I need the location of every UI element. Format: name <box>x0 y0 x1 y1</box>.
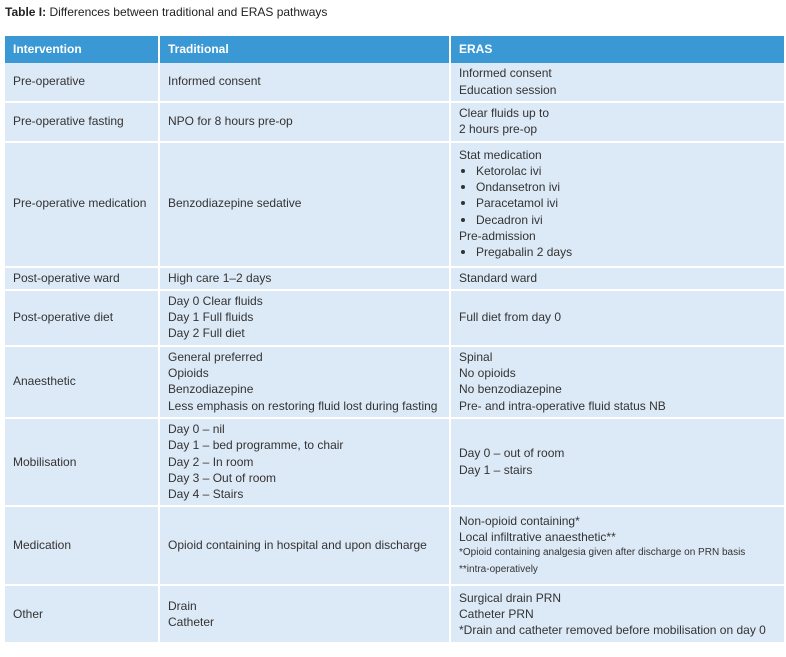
eras-footnote: *Opioid containing analgesia given after discharge on PRN basis <box>459 547 746 559</box>
traditional-line: High care 1–2 days <box>168 270 272 285</box>
traditional-line: Day 0 – nil <box>168 421 225 436</box>
traditional-line: Benzodiazepine sedative <box>168 196 302 211</box>
eras-line: Non-opioid containing* <box>459 513 580 528</box>
cell-eras <box>450 418 784 506</box>
header-traditional: Traditional <box>159 36 450 63</box>
eras-line: Pre- and intra-operative fluid status NB <box>459 398 666 413</box>
cell-eras <box>450 63 784 102</box>
traditional-line: Opioids <box>168 366 209 381</box>
cell-traditional <box>159 63 450 102</box>
cell-eras <box>450 585 784 642</box>
cell-intervention: Pre-operative <box>5 63 159 102</box>
eras-line: Local infiltrative anaesthetic** <box>459 529 616 544</box>
cell-eras <box>450 102 784 142</box>
traditional-line: Informed consent <box>168 74 261 89</box>
traditional-line: NPO for 8 hours pre-op <box>168 114 293 129</box>
cell-eras <box>450 346 784 418</box>
cell-traditional <box>159 102 450 142</box>
table-caption <box>5 5 327 20</box>
cell-intervention: Pre-operative medication <box>5 142 159 267</box>
eras-line: Stat medication <box>459 147 542 162</box>
traditional-line: Benzodiazepine <box>168 382 254 397</box>
cell-eras <box>450 290 784 346</box>
eras-line: Informed consent <box>459 66 552 81</box>
header-eras: ERAS <box>450 36 784 63</box>
eras-line: Day 1 – stairs <box>459 462 533 477</box>
table-row <box>5 585 784 642</box>
traditional-line: Day 2 – In room <box>168 454 254 469</box>
eras-line: Surgical drain PRN <box>459 590 562 605</box>
eras-line: No opioids <box>459 366 516 381</box>
table-row <box>5 142 784 267</box>
traditional-line: Day 4 – Stairs <box>168 487 244 502</box>
eras-bullet-item: Decadron ivi <box>459 212 776 228</box>
traditional-line: Drain <box>168 598 197 613</box>
cell-traditional <box>159 290 450 346</box>
traditional-line: Opioid containing in hospital and upon discharge <box>168 538 427 553</box>
eras-line: Day 0 – out of room <box>459 446 565 461</box>
eras-line: Full diet from day 0 <box>459 310 562 325</box>
traditional-line: General preferred <box>168 349 263 364</box>
cell-intervention: Medication <box>5 506 159 585</box>
eras-line: No benzodiazepine <box>459 382 562 397</box>
eras-line: Pre-admission <box>459 229 536 244</box>
eras-line: 2 hours pre-op <box>459 122 538 137</box>
traditional-line: Day 1 Full fluids <box>168 310 254 325</box>
traditional-line: Catheter <box>168 614 215 629</box>
eras-line: Education session <box>459 82 557 97</box>
cell-eras <box>450 267 784 290</box>
cell-intervention: Mobilisation <box>5 418 159 506</box>
eras-bullet-item: Ketorolac ivi <box>459 163 776 179</box>
caption-text: Differences between traditional and ERAS pathways <box>46 5 328 19</box>
table-body <box>5 63 784 642</box>
cell-intervention: Pre-operative fasting <box>5 102 159 142</box>
eras-line: Standard ward <box>459 270 538 285</box>
eras-bullet-item: Pregabalin 2 days <box>459 244 776 260</box>
cell-eras <box>450 506 784 585</box>
table-row <box>5 290 784 346</box>
cell-traditional <box>159 506 450 585</box>
cell-traditional <box>159 346 450 418</box>
table-row <box>5 346 784 418</box>
eras-line: *Drain and catheter removed before mobilisation on day 0 <box>459 623 766 638</box>
eras-line: Clear fluids up to <box>459 106 550 120</box>
cell-eras <box>450 142 784 267</box>
eras-bullet-item: Paracetamol ivi <box>459 195 776 211</box>
header-intervention: Intervention <box>5 36 159 63</box>
cell-intervention: Anaesthetic <box>5 346 159 418</box>
cell-intervention: Post-operative ward <box>5 267 159 290</box>
eras-bullet-item: Ondansetron ivi <box>459 179 776 195</box>
cell-intervention: Other <box>5 585 159 642</box>
table-row <box>5 267 784 290</box>
table-row <box>5 418 784 506</box>
cell-traditional <box>159 418 450 506</box>
traditional-line: Day 1 – bed programme, to chair <box>168 438 344 453</box>
traditional-line: Day 3 – Out of room <box>168 470 277 485</box>
eras-footnote: **intra-operatively <box>459 563 538 575</box>
cell-traditional <box>159 267 450 290</box>
table-row <box>5 102 784 142</box>
traditional-line: Day 2 Full diet <box>168 326 245 341</box>
cell-traditional <box>159 585 450 642</box>
eras-comparison-table <box>5 36 784 642</box>
cell-traditional <box>159 142 450 267</box>
traditional-line: Day 0 Clear fluids <box>168 293 263 308</box>
traditional-line: Less emphasis on restoring fluid lost during fasting <box>168 398 438 413</box>
header-row <box>5 36 784 63</box>
cell-intervention: Post-operative diet <box>5 290 159 346</box>
eras-line: Spinal <box>459 349 493 364</box>
table-row <box>5 506 784 585</box>
caption-label: Table I: <box>5 5 47 19</box>
table-row <box>5 63 784 102</box>
eras-line: Catheter PRN <box>459 606 534 621</box>
